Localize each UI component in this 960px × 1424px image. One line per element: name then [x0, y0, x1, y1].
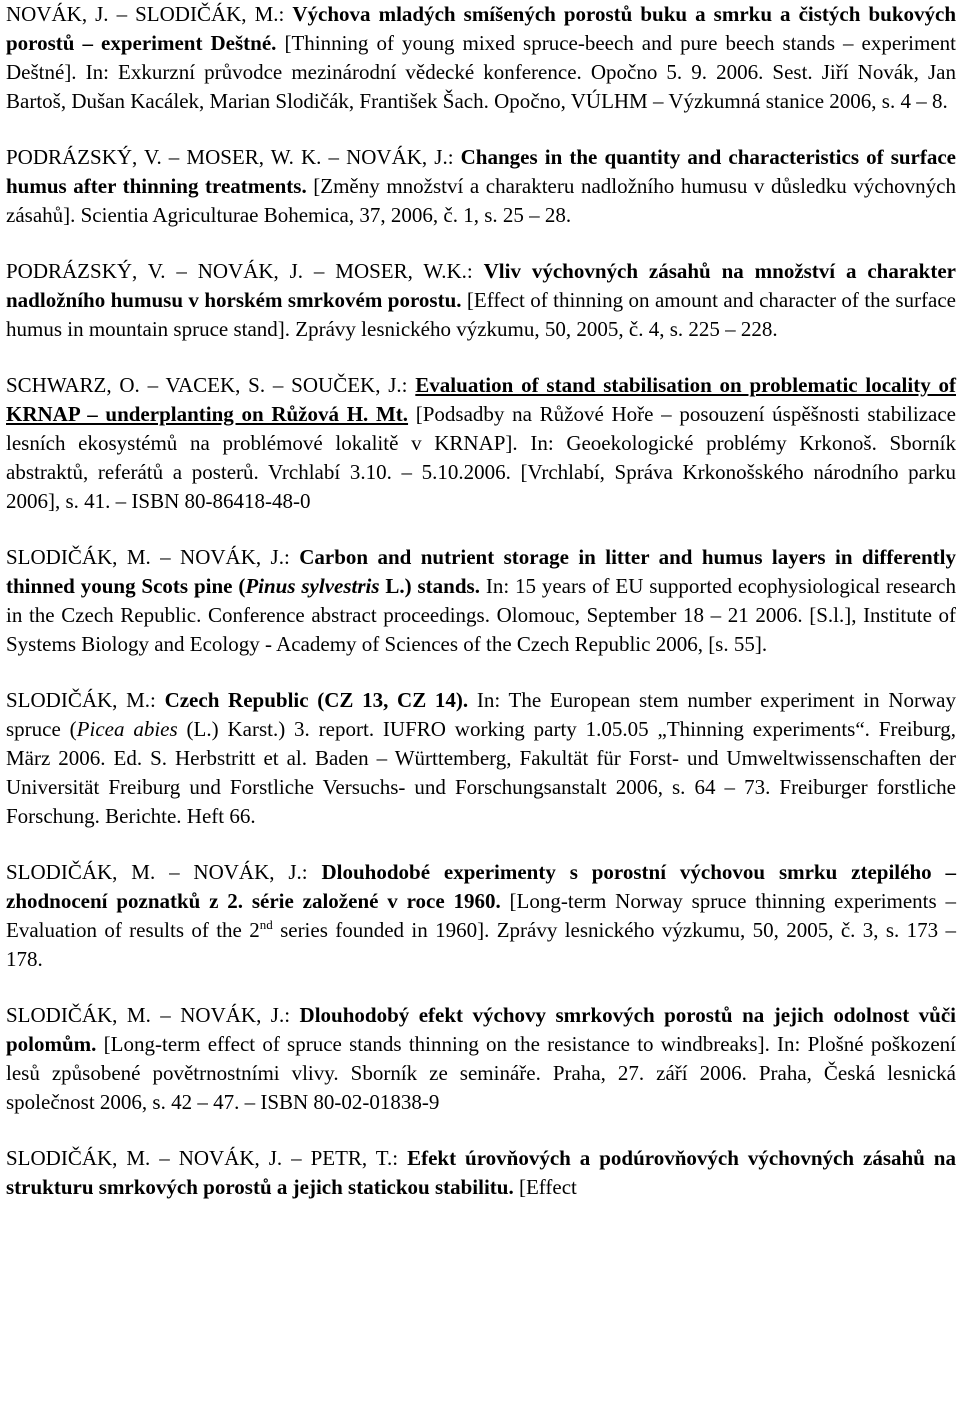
- reference-details: [Effect of thinning on amount and character of the surface humus in mountain spruce stand]. Zprávy lesnického výzkumu, 50, 2005, č. 4, s. 225 – 228.: [6, 288, 956, 341]
- reference-authors: PODRÁZSKÝ, V. – NOVÁK, J. – MOSER, W.K.:: [6, 259, 484, 283]
- species-name: Picea abies: [76, 717, 178, 741]
- reference-authors: SLODIČÁK, M. – NOVÁK, J.:: [6, 545, 300, 569]
- reference-details: [Effect: [513, 1175, 577, 1199]
- ordinal-superscript: nd: [259, 917, 273, 932]
- reference-details: [Podsadby na Růžové Hoře – posouzení úspěšnosti stabilizace lesních ekosystémů na problémové lokalitě v KRNAP]. In: Geoekologické problémy Krkonoš. Sborník abstraktů, referátů a posterů. Vrchlabí 3.10. – 5.10.2006. [Vrchlabí, Správa Krkonošského národního parku 2006], s. 41. – ISBN 80-86418-48-0: [6, 402, 956, 513]
- reference-authors: SLODIČÁK, M. – NOVÁK, J. – PETR, T.:: [6, 1146, 408, 1170]
- reference-authors: SCHWARZ, O. – VACEK, S. – SOUČEK, J.:: [6, 373, 416, 397]
- reference-title: Dlouhodobý efekt výchovy smrkových porostů na jejich odolnost vůči polomům.: [6, 1003, 956, 1056]
- reference-details: In: 15 years of EU supported ecophysiological research in the Czech Republic. Conference abstract proceedings. Olomouc, September 18 – 21 2006. [S.l.], Institute of Systems Biology and Ecology - Academy of Sciences of the Czech Republic 2006, [s. 55].: [6, 574, 956, 656]
- reference-details-part: In: The European stem number experiment in Norway spruce (: [6, 688, 956, 741]
- reference-title-part: L.) stands.: [379, 574, 480, 598]
- reference-details: [Thinning of young mixed spruce-beech and pure beech stands – experiment Deštné]. In: Exkurzní průvodce mezinárodní vědecké konference. Opočno 5. 9. 2006. Sest. Jiří Novák, Jan Bartoš, Dušan Kacálek, Marian Slodičák, František Šach. Opočno, VÚLHM – Výzkumná stanice 2006, s. 4 – 8.: [6, 31, 956, 113]
- reference-title: Vliv výchovných zásahů na množství a charakter nadložního humusu v horském smrkovém porostu.: [6, 259, 956, 312]
- reference-title: Dlouhodobé experimenty s porostní výchovou smrku ztepilého – zhodnocení poznatků z 2. série založené v roce 1960.: [6, 860, 956, 913]
- reference-authors: SLODIČÁK, M.:: [6, 688, 165, 712]
- reference-details-part: (L.) Karst.) 3. report. IUFRO working party 1.05.05 „Thinning experiments“. Freiburg, März 2006. Ed. S. Herbstritt et al. Baden – Württemberg, Fakultät für Forst- und Umweltwissenschaften der Universität Freiburg und Forstliche Versuchs- und Forschungsanstalt 2006, s. 64 – 73. Freiburger forstliche Forschung. Berichte. Heft 66.: [6, 717, 956, 828]
- reference-entry-6: [6, 686, 956, 831]
- reference-entry-1: [6, 0, 956, 116]
- reference-details-part: [Long-term Norway spruce thinning experiments – Evaluation of results of the 2: [6, 889, 956, 942]
- reference-title: Evaluation of stand stabilisation on problematic locality of KRNAP – underplanting on Růžová H. Mt.: [6, 373, 956, 426]
- reference-authors: PODRÁZSKÝ, V. – MOSER, W. K. – NOVÁK, J.:: [6, 145, 461, 169]
- reference-authors: NOVÁK, J. – SLODIČÁK, M.:: [6, 2, 293, 26]
- reference-entry-8: [6, 1001, 956, 1117]
- species-name: Pinus sylvestris: [245, 574, 380, 598]
- reference-details: [Long-term effect of spruce stands thinning on the resistance to windbreaks]. In: Plošné poškození lesů způsobené povětrnostními vlivy. Sborník ze semináře. Praha, 27. září 2006. Praha, Česká lesnická společnost 2006, s. 42 – 47. – ISBN 80-02-01838-9: [6, 1032, 956, 1114]
- reference-authors: SLODIČÁK, M. – NOVÁK, J.:: [6, 1003, 300, 1027]
- reference-entry-4: [6, 371, 956, 516]
- reference-details: [Změny množství a charakteru nadložního humusu v důsledku výchovných zásahů]. Scientia Agriculturae Bohemica, 37, 2006, č. 1, s. 25 – 28.: [6, 174, 956, 227]
- reference-title-part: Carbon and nutrient storage in litter and humus layers in differently thinned young Scots pine (: [6, 545, 956, 598]
- reference-entry-9: [6, 1144, 956, 1202]
- reference-entry-7: [6, 858, 956, 974]
- reference-details-part: series founded in 1960]. Zprávy lesnického výzkumu, 50, 2005, č. 3, s. 173 – 178.: [6, 918, 956, 971]
- reference-authors: SLODIČÁK, M. – NOVÁK, J.:: [6, 860, 322, 884]
- reference-list: [6, 0, 956, 1202]
- reference-title: Czech Republic (CZ 13, CZ 14).: [164, 688, 469, 712]
- reference-entry-2: [6, 143, 956, 230]
- reference-entry-3: [6, 257, 956, 344]
- reference-title: Efekt úrovňových a podúrovňových výchovných zásahů na strukturu smrkových porostů a jejich statickou stabilitu.: [6, 1146, 956, 1199]
- reference-entry-5: [6, 543, 956, 659]
- reference-title: Výchova mladých smíšených porostů buku a smrku a čistých bukových porostů – experiment Deštné.: [6, 2, 956, 55]
- reference-title: Changes in the quantity and characteristics of surface humus after thinning treatments.: [6, 145, 956, 198]
